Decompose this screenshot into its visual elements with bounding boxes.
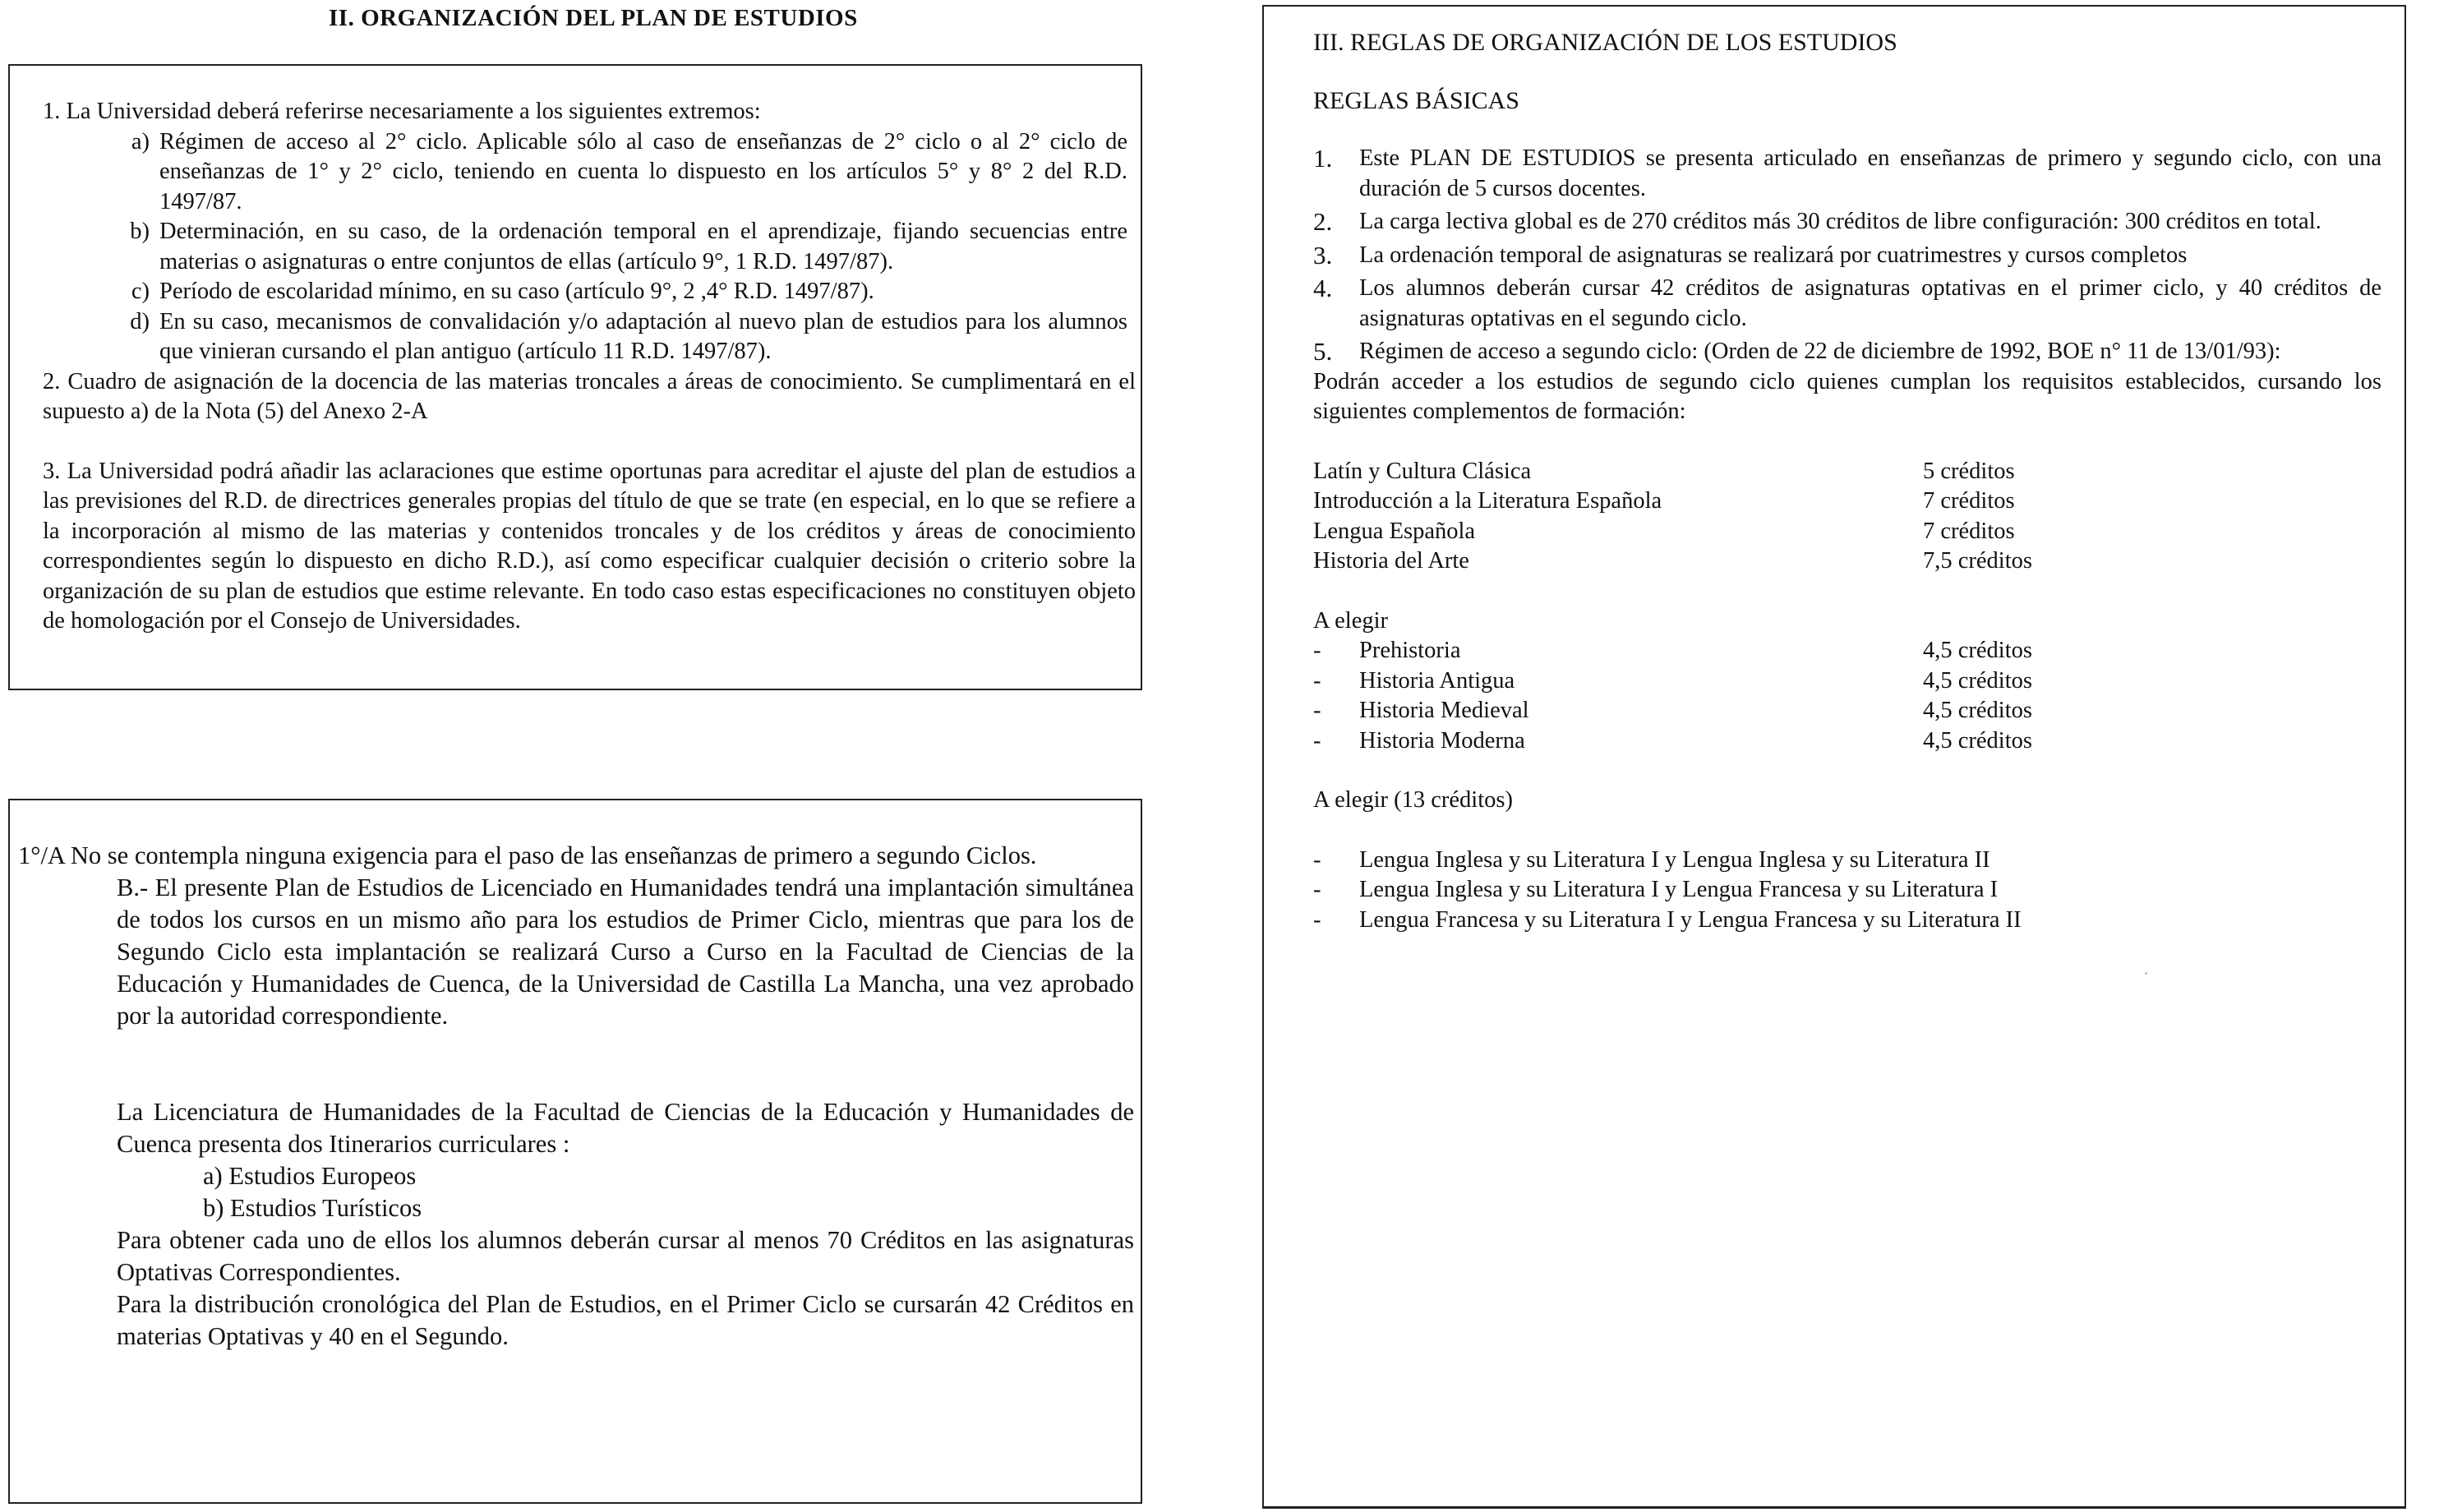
complement-name: Historia del Arte [1313, 548, 1469, 574]
choice-name: Historia Antigua [1359, 667, 1515, 694]
choice-row [1313, 666, 2381, 697]
requirement-1: 1. La Universidad deberá referirse necesariamente a los siguientes extremos: [43, 99, 761, 124]
rule-text: La carga lectiva global es de 270 créditos más 30 créditos de libre configuración: 300 créditos en total. [1359, 209, 2321, 234]
rule-text: Los alumnos deberán cursar 42 créditos de asignaturas optativas en el primer ciclo, y 40 créditos de asignaturas optativas en el segundo ciclo. [1359, 275, 2381, 331]
access-text: Podrán acceder a los estudios de segundo ciclo quienes cumplan los requisitos establecidos, cursando los siguientes complementos de formación: [1313, 368, 2381, 424]
dash-marker: - [1313, 698, 1321, 723]
item-text: En su caso, mecanismos de convalidación y/o adaptación al nuevo plan de estudios para los alumnos que vinieran cursando el plan antiguo (artículo 11 R.D. 1497/87). [159, 308, 1127, 364]
item-letter: c) [131, 279, 150, 304]
dash-marker: - [1313, 906, 1321, 933]
complement-credits: 7,5 créditos [1923, 548, 2032, 574]
choice-credits: 4,5 créditos [1923, 667, 2032, 694]
choice-row [1313, 696, 2381, 726]
rule-4 [1313, 274, 2381, 334]
complement-credits: 7 créditos [1923, 518, 2015, 544]
item-text: Régimen de acceso al 2° ciclo. Aplicable sólo al caso de enseñanzas de 2° ciclo o al 2° ciclo de enseñanzas de 1° y 2° ciclo, teniendo en cuenta lo dispuesto en los artículos 5° y 8° 2 del R.D. 1497/87. [159, 128, 1127, 214]
requirements-content [43, 97, 1136, 637]
rule-1 [1313, 144, 2381, 204]
rule-3 [1313, 241, 2381, 271]
item-text: Determinación, en su caso, de la ordenación temporal en el aprendizaje, fijando secuencias entre materias o asignaturas o entre conjuntos de ellas (artículo 9°, 1 R.D. 1497/87). [159, 219, 1127, 274]
complement-name: Latín y Cultura Clásica [1313, 458, 1532, 484]
implementation-content [18, 840, 1137, 1353]
choose-label: A elegir [1313, 607, 1389, 634]
rule-text: La ordenación temporal de asignaturas se realizará por cuatrimestres y cursos completos [1359, 242, 2188, 268]
language-option [1313, 875, 2381, 906]
choice-name: Historia Moderna [1359, 727, 1525, 754]
complement-credits: 7 créditos [1923, 488, 2015, 514]
paragraph-b: B.- El presente Plan de Estudios de Licenciado en Humanidades tendrá una implantación simultánea de todos los cursos en un mismo año para los estudios de Primer Ciclo, mientras que para los de Segundo Ciclo esta implantación se realizará Curso a Curso en la Facultad de Ciencias de la Educación y Humanidades de Cuenca, de la Universidad de Castilla La Mancha, una vez aprobado por la autoridad correspondiente. [117, 874, 1134, 1030]
rule-number: 3. [1313, 240, 1333, 270]
rules-content [1313, 28, 2381, 935]
chronological-distribution: Para la distribución cronológica del Plan de Estudios, en el Primer Ciclo se cursarán 42 Créditos en materias Optativas y 40 en el Segundo. [117, 1290, 1134, 1350]
requirement-item-c [117, 277, 1127, 307]
paragraph-1a: 1°/A No se contempla ninguna exigencia para el paso de las enseñanzas de primero a segundo Ciclos. [18, 841, 1037, 869]
complement-row [1313, 486, 2381, 517]
requirement-item-b [117, 217, 1127, 277]
requirement-3: 3. La Universidad podrá añadir las aclaraciones que estime oportunas para acreditar el ajuste del plan de estudios a las previsiones del R.D. de directrices generales propias del título de que se trate (en especial, en lo que se refiere a la incorporación al mismo de las materias y contenidos troncales y de los créditos y áreas de conocimiento correspondientes según lo dispuesto en dicho R.D.), así como especificar cualquier decisión o criterio sobre la organización de su plan de estudios que estime relevante. En todo caso estas especificaciones no constituyen objeto de homologación por el Consejo de Universidades. [43, 458, 1136, 634]
complement-row [1313, 457, 2381, 487]
rule-number: 5. [1313, 337, 1333, 366]
item-text: Período de escolaridad mínimo, en su caso (artículo 9°, 2 ,4° R.D. 1497/87). [159, 279, 874, 304]
rule-number: 4. [1313, 274, 1333, 302]
dash-marker: - [1313, 877, 1321, 902]
rules-subheading: REGLAS BÁSICAS [1313, 86, 1519, 114]
implementation-box [8, 799, 1142, 1504]
complement-credits: 5 créditos [1923, 458, 2015, 484]
requirement-item-d [117, 307, 1127, 367]
rule-2 [1313, 207, 2381, 237]
choice-name: Historia Medieval [1359, 698, 1529, 723]
dash-marker: - [1313, 727, 1321, 754]
rules-heading: III. REGLAS DE ORGANIZACIÓN DE LOS ESTUDIOS [1313, 29, 1897, 56]
choice-credits: 4,5 créditos [1923, 698, 2032, 723]
language-option-text: Lengua Inglesa y su Literatura I y Lengua Inglesa y su Literatura II [1359, 846, 1990, 873]
item-letter: b) [130, 219, 150, 244]
item-letter: d) [130, 308, 150, 334]
section-title: II. ORGANIZACIÓN DEL PLAN DE ESTUDIOS [329, 5, 858, 31]
scan-speck [2145, 972, 2147, 975]
itineraries-intro: La Licenciatura de Humanidades de la Facultad de Ciencias de la Educación y Humanidades de Cuenca presenta dos Itinerarios curriculares : [117, 1098, 1134, 1158]
rule-text: Régimen de acceso a segundo ciclo: (Orden de 22 de diciembre de 1992, BOE n° 11 de 13/01/93): [1359, 339, 2281, 364]
complement-row [1313, 546, 2381, 577]
itinerary-b: b) Estudios Turísticos [203, 1194, 422, 1222]
rule-5 [1313, 337, 2381, 367]
rules-box [1262, 5, 2406, 1509]
language-option [1313, 846, 2381, 876]
complement-name: Introducción a la Literatura Española [1313, 488, 1662, 514]
choice-row [1313, 726, 2381, 757]
item-letter: a) [131, 128, 150, 154]
choice-credits: 4,5 créditos [1923, 638, 2032, 663]
itinerary-a: a) Estudios Europeos [203, 1162, 417, 1190]
language-option-text: Lengua Inglesa y su Literatura I y Lengua Francesa y su Literatura I [1359, 877, 1999, 902]
choice-row [1313, 636, 2381, 666]
choice-name: Prehistoria [1359, 638, 1461, 663]
requirements-box [8, 64, 1142, 690]
credits-requirement: Para obtener cada uno de ellos los alumnos deberán cursar al menos 70 Créditos en las asignaturas Optativas Correspondientes. [117, 1226, 1134, 1286]
language-option [1313, 906, 2381, 936]
rule-number: 1. [1313, 144, 1333, 173]
rule-number: 2. [1313, 207, 1333, 236]
requirement-item-a [117, 127, 1127, 218]
rule-text: Este PLAN DE ESTUDIOS se presenta articulado en enseñanzas de primero y segundo ciclo, con una duración de 5 cursos docentes. [1359, 145, 2381, 201]
dash-marker: - [1313, 846, 1321, 873]
choose-13-label: A elegir (13 créditos) [1313, 787, 1513, 813]
complement-name: Lengua Española [1313, 518, 1476, 544]
dash-marker: - [1313, 638, 1321, 663]
dash-marker: - [1313, 667, 1321, 694]
requirement-2: 2. Cuadro de asignación de la docencia de las materias troncales a áreas de conocimiento. Se cumplimentará en el supuesto a) de la Nota (5) del Anexo 2-A [43, 368, 1136, 424]
choice-credits: 4,5 créditos [1923, 727, 2032, 754]
language-option-text: Lengua Francesa y su Literatura I y Lengua Francesa y su Literatura II [1359, 906, 2022, 933]
complement-row [1313, 517, 2381, 547]
